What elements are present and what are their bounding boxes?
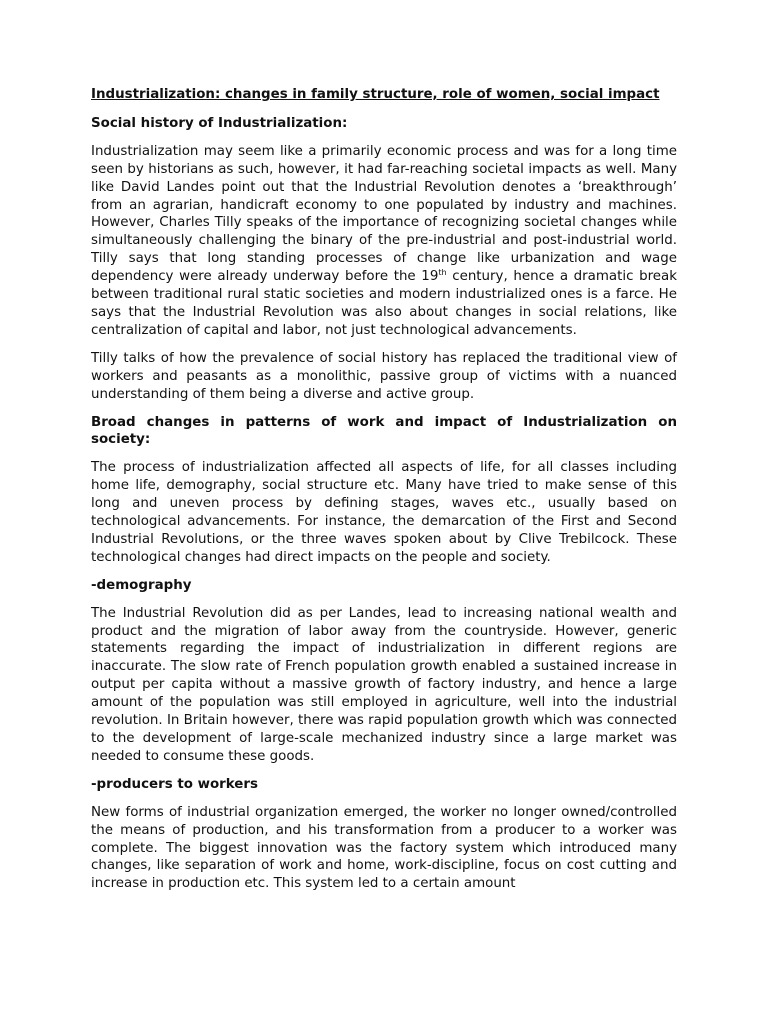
document-page: [91, 86, 677, 903]
document-title: Industrialization: changes in family structure, role of women, social impact: [91, 87, 660, 102]
paragraph-broad-changes-1: The process of industrialization affected all aspects of life, for all classes including home life, demography, social structure etc. Many have tried to make sense of this long and uneven process by defining stages, waves etc., usually based on technological advancements. For instance, the demarcation of the First and Second Industrial Revolutions, or the three waves spoken about by Clive Trebilcock. These technological changes had direct impacts on the people and society.: [91, 460, 677, 565]
heading-broad-changes: Broad changes in patterns of work and impact of Industrialization on society:: [91, 414, 677, 448]
paragraph-social-history-1: [91, 143, 677, 340]
heading-producers-to-workers: -producers to workers: [91, 776, 258, 792]
paragraph-text-continued: century, hence a dramatic break between traditional rural static societies and modern industrialized ones is a farce. He says that the Industrial Revolution was also about changes in social relations, like centralization of capital and labor, not just technological advancements.: [91, 269, 677, 338]
paragraph-text: Industrialization may seem like a primarily economic process and was for a long time seen by historians as such, however, it had far-reaching societal impacts as well. Many like David Landes point out that the Industrial Revolution denotes a ‘breakthrough’ from an agrarian, handicraft economy to one populated by industry and machines. However, Charles Tilly speaks of the importance of recognizing societal changes while simultaneously challenging the binary of the pre-industrial and post-industrial world. Tilly says that long standing processes of change like urbanization and wage dependency were already underway before the 19: [91, 143, 677, 285]
heading-social-history: Social history of Industrialization:: [91, 115, 348, 131]
heading-demography: -demography: [91, 577, 192, 593]
paragraph-social-history-2: Tilly talks of how the prevalence of social history has replaced the traditional view of workers and peasants as a monolithic, passive group of victims with a nuanced understanding of them being a diverse and active group.: [91, 350, 677, 402]
paragraph-demography-1: The Industrial Revolution did as per Landes, lead to increasing national wealth and product and the migration of labor away from the countryside. However, generic statements regarding the impact of industrialization in different regions are inaccurate. The slow rate of French population growth enabled a sustained increase in output per capita without a massive growth of factory industry, and hence a large amount of the population was still employed in agriculture, well into the industrial revolution. In Britain however, there was rapid population growth which was connected to the development of large-scale mechanized industry since a large market was needed to consume these goods.: [91, 605, 677, 764]
paragraph-producers-1: New forms of industrial organization emerged, the worker no longer owned/controlled the means of production, and his transformation from a producer to a worker was complete. The biggest innovation was the factory system which introduced many changes, like separation of work and home, work-discipline, focus on cost cutting and increase in production etc. This system led to a certain amount: [91, 804, 677, 892]
superscript-th: th: [438, 268, 447, 278]
